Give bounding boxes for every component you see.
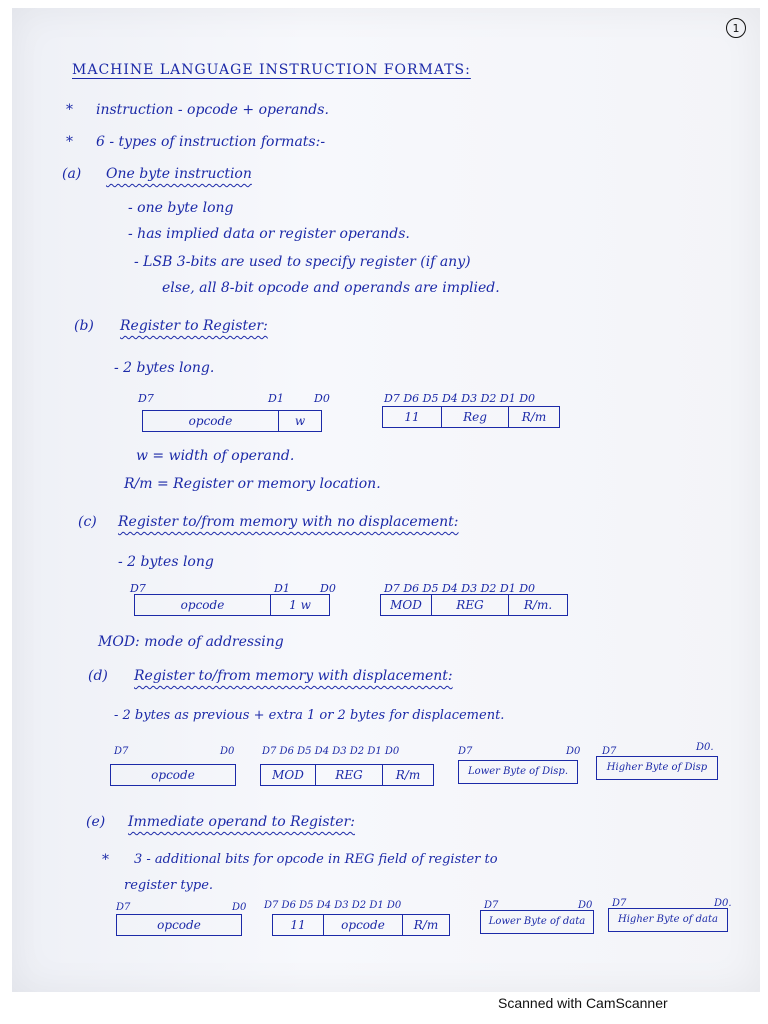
section-d-heading: Register to/from memory with displacement: xyxy=(134,668,453,684)
note: MOD: mode of addressing xyxy=(98,634,284,650)
field-mod: MOD xyxy=(381,595,432,615)
format-box-lower-data xyxy=(480,910,594,934)
bit-label: D1 xyxy=(274,582,290,595)
field-opcode: opcode xyxy=(157,918,201,932)
field-w: 1 w xyxy=(289,598,311,612)
bit-labels-row: D7 D6 D5 D4 D3 D2 D1 D0 xyxy=(384,392,536,405)
bit-label: D0 xyxy=(566,746,581,757)
section-b-point: - 2 bytes long. xyxy=(114,360,215,376)
field-w: w xyxy=(294,414,306,428)
field-opcode: opcode xyxy=(135,595,271,615)
section-d-label: (d) xyxy=(88,668,108,684)
field-mod: MOD xyxy=(261,765,316,785)
format-box-reg-rm xyxy=(382,406,560,428)
section-b-heading: Register to Register: xyxy=(120,318,268,334)
section-a-label: (a) xyxy=(62,166,82,182)
field-11: 11 xyxy=(273,915,324,935)
field-higher-byte: Higher Byte of Disp xyxy=(606,762,708,773)
section-b-label: (b) xyxy=(74,318,94,334)
section-a-point: - has implied data or register operands. xyxy=(128,226,410,242)
format-box-opcode xyxy=(116,914,242,936)
field-rm: R/m xyxy=(521,410,547,424)
bit-label: D7 xyxy=(114,746,129,757)
field-opcode: opcode xyxy=(143,411,279,431)
page-number: 1 xyxy=(726,18,746,38)
section-d-point: - 2 bytes as previous + extra 1 or 2 bytes for displacement. xyxy=(114,708,505,723)
note: w = width of operand. xyxy=(136,448,295,464)
section-e-point: 3 - additional bits for opcode in REG field of register to xyxy=(134,852,498,867)
bit-label: D0. xyxy=(714,898,732,909)
section-a-point: - LSB 3-bits are used to specify register (if any) xyxy=(134,254,471,270)
format-box-opcode xyxy=(110,764,236,786)
bit-label: D7 xyxy=(138,392,154,405)
scanner-watermark: Scanned with CamScanner xyxy=(498,995,668,1011)
bit-label: D0 xyxy=(220,746,235,757)
bullet-mark: * xyxy=(66,134,73,150)
bullet-text: 6 - types of instruction formats:- xyxy=(96,134,326,150)
field-rm: R/m. xyxy=(523,598,553,612)
bit-label: D7 xyxy=(116,902,131,913)
field-lower-byte: Lower Byte of data xyxy=(488,916,586,927)
section-e-heading: Immediate operand to Register: xyxy=(128,814,355,830)
section-a-point: - one byte long xyxy=(128,200,234,216)
field-rm: R/m xyxy=(395,768,421,782)
bit-label: D1 xyxy=(268,392,284,405)
section-a-point: else, all 8-bit opcode and operands are implied. xyxy=(162,280,500,296)
note: R/m = Register or memory location. xyxy=(124,476,381,492)
bit-label: D7 xyxy=(458,746,473,757)
field-reg: REG xyxy=(316,765,383,785)
bit-label: D0 xyxy=(320,582,336,595)
bit-labels-row: D7 D6 D5 D4 D3 D2 D1 D0 xyxy=(384,582,536,595)
section-e-label: (e) xyxy=(86,814,106,830)
format-box-opcode-w xyxy=(142,410,322,432)
bullet-mark: * xyxy=(66,102,73,118)
field-reg: REG xyxy=(432,595,509,615)
section-e-point-cont: register type. xyxy=(124,878,214,893)
field-reg: Reg xyxy=(442,407,509,427)
format-box-mod-reg-rm xyxy=(380,594,568,616)
section-c-label: (c) xyxy=(78,514,97,530)
section-c-heading: Register to/from memory with no displacement: xyxy=(118,514,459,530)
bullet-text: instruction - opcode + operands. xyxy=(96,102,329,118)
section-c-point: - 2 bytes long xyxy=(118,554,214,570)
format-box-11-opcode-rm xyxy=(272,914,450,936)
format-box-lower-disp xyxy=(458,760,578,784)
field-rm: R/m xyxy=(413,918,439,932)
bit-labels-row: D7 D6 D5 D4 D3 D2 D1 D0 xyxy=(264,900,402,911)
field-higher-byte: Higher Byte of data xyxy=(618,914,718,925)
field-opcode: opcode xyxy=(324,915,403,935)
format-box-mod-reg-rm xyxy=(260,764,434,786)
bit-labels-row: D7 D6 D5 D4 D3 D2 D1 D0 xyxy=(262,746,400,757)
field-mod: 11 xyxy=(383,407,442,427)
bit-label: D0 xyxy=(232,902,247,913)
bit-label: D7 xyxy=(612,898,627,909)
format-box-higher-data xyxy=(608,908,728,932)
page-title: MACHINE LANGUAGE INSTRUCTION FORMATS: xyxy=(72,62,471,78)
field-lower-byte: Lower Byte of Disp. xyxy=(467,766,569,777)
bullet-mark: * xyxy=(102,852,109,868)
bit-label: D7 xyxy=(484,900,499,911)
format-box-opcode-w xyxy=(134,594,330,616)
bit-label: D7 xyxy=(602,746,617,757)
field-opcode: opcode xyxy=(151,768,195,782)
bit-label: D0 xyxy=(314,392,330,405)
notebook-page xyxy=(12,8,760,992)
format-box-higher-disp xyxy=(596,756,718,780)
section-a-heading: One byte instruction xyxy=(106,166,252,182)
bit-label: D0. xyxy=(696,742,714,753)
bit-label: D0 xyxy=(578,900,593,911)
bit-label: D7 xyxy=(130,582,146,595)
